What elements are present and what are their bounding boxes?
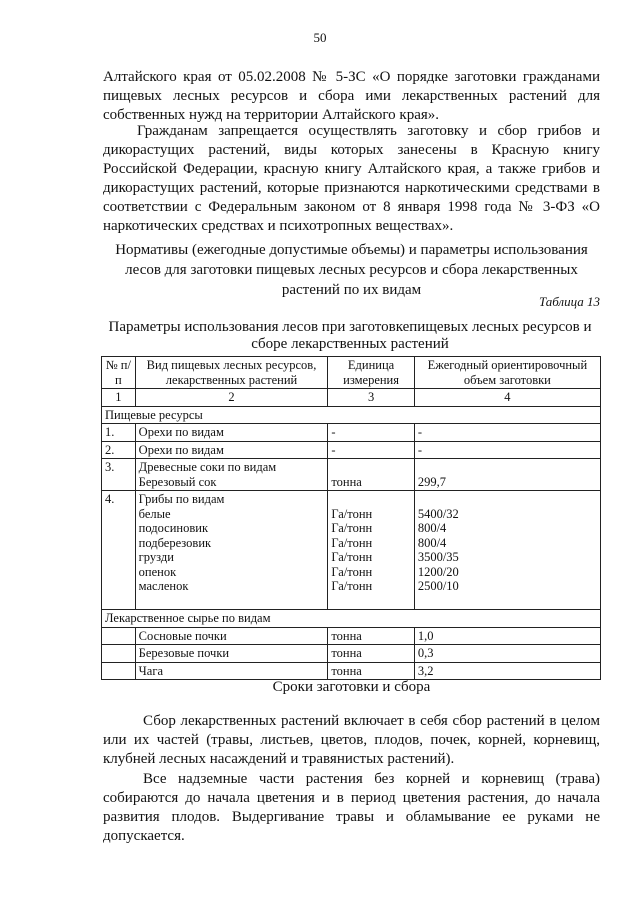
table-row — [102, 459, 601, 491]
row-number: 4. — [102, 491, 136, 610]
table-row — [102, 491, 601, 610]
row-volume — [414, 459, 600, 491]
row-unit: тонна — [328, 662, 414, 680]
heading-norms: Нормативы (ежегодные допустимые объемы) и параметры использования лесов для заготовки пищевых лесных ресурсов и сбора лекарственных растений по их видам — [115, 242, 588, 298]
mushroom-volume: 3500/35 — [417, 550, 459, 564]
row-resource-name: Орехи по видам — [135, 424, 328, 442]
mushroom-name: опенок — [138, 564, 177, 579]
row-number — [102, 645, 136, 663]
row-resource-name — [135, 459, 328, 491]
row-volume: 0,3 — [414, 645, 600, 663]
mushroom-name: грузди — [138, 550, 174, 564]
mushroom-volume: 800/4 — [417, 521, 447, 535]
row-unit — [328, 459, 414, 491]
header-resource-type: Вид пищевых лесных ресурсов, лекарственных растений — [135, 357, 328, 389]
row-resource-name: Чага — [135, 662, 328, 680]
mushroom-name: масленок — [138, 579, 189, 593]
mushroom-name: подосиновик — [138, 521, 209, 535]
mushroom-unit: Га/тонн — [331, 550, 373, 564]
row-volume: - — [414, 441, 600, 459]
row-volume: - — [414, 424, 600, 442]
row-group-title: Грибы по видам — [138, 492, 225, 506]
mushroom-volume: 2500/10 — [417, 579, 459, 593]
mushroom-unit: Га/тонн — [331, 535, 373, 550]
heading-terms: Сроки заготовки и сбора — [272, 679, 431, 695]
row-unit: - — [328, 441, 414, 459]
row-resource-name — [135, 491, 328, 610]
mushroom-volume: 800/4 — [417, 535, 447, 550]
header-volume: Ежегодный ориентировочный объем заготовки — [414, 357, 600, 389]
row-resource-name: Орехи по видам — [135, 441, 328, 459]
section-food-resources: Пищевые ресурсы — [102, 406, 601, 424]
mushroom-volume: 1200/20 — [417, 564, 459, 579]
table-caption: Параметры использования лесов при заготовкепищевых лесных ресурсов и сборе лекарственных растений — [108, 319, 592, 352]
mushroom-unit: Га/тонн — [331, 506, 373, 521]
table-row — [102, 424, 601, 442]
table-row — [102, 645, 601, 663]
paragraph-prohibition: Гражданам запрещается осуществлять заготовку и сбор грибов и дикорастущих растений, виды которых занесены в Красную книгу Российской Федерации, красную книгу Алтайского края, а также грибов и дикорастущих растений, которые признаются наркотическими средствами в соответствии с Федеральным законом от 8 января 1998 года № 3-ФЗ «О наркотических средствах и психотропных веществах». — [103, 123, 600, 234]
row-number: 1. — [102, 424, 136, 442]
mushroom-unit: Га/тонн — [331, 564, 373, 579]
table-header-row — [102, 357, 601, 389]
row-volume — [414, 491, 600, 610]
row-number: 2. — [102, 441, 136, 459]
row-group-title: Древесные соки по видам — [138, 460, 277, 474]
column-number-2: 2 — [135, 389, 328, 407]
mushroom-unit: Га/тонн — [331, 579, 373, 593]
row-item-unit: тонна — [331, 474, 362, 489]
header-unit: Единица измерения — [328, 357, 414, 389]
row-volume: 3,2 — [414, 662, 600, 680]
resources-table — [101, 356, 601, 680]
row-unit: - — [328, 424, 414, 442]
column-number-3: 3 — [328, 389, 414, 407]
section-medicinal-raw: Лекарственное сырье по видам — [102, 610, 601, 628]
table-section-row — [102, 406, 601, 424]
mushroom-name: подберезовик — [138, 535, 212, 550]
page-number: 50 — [313, 30, 327, 45]
table-row — [102, 627, 601, 645]
table-label: Таблица 13 — [538, 294, 600, 309]
row-unit: тонна — [328, 645, 414, 663]
mushroom-unit: Га/тонн — [331, 521, 373, 535]
column-number-1: 1 — [102, 389, 136, 407]
row-unit — [328, 491, 414, 610]
row-unit: тонна — [328, 627, 414, 645]
row-number — [102, 627, 136, 645]
table-column-numbers-row — [102, 389, 601, 407]
row-resource-name: Березовые почки — [135, 645, 328, 663]
row-number: 3. — [102, 459, 136, 491]
row-item-volume: 299,7 — [417, 474, 446, 489]
table-row — [102, 441, 601, 459]
row-volume: 1,0 — [414, 627, 600, 645]
mushroom-name: белые — [138, 506, 171, 521]
paragraph-collection-scope: Сбор лекарственных растений включает в себя сбор растений в целом или их частей (травы, листьев, цветов, плодов, почек, корней, корневищ, клубней лесных насаждений и травянистых растений). — [103, 713, 600, 767]
mushroom-volume: 5400/32 — [417, 506, 459, 521]
header-number: № п/п — [102, 357, 136, 389]
paragraph-above-ground-parts: Все надземные части растения без корней и корневищ (трава) собираются до начала цветения и в период цветения растения, до начала развития плодов. Выдергивание травы и обламывание ее руками не допускается. — [103, 771, 600, 844]
table-section-row — [102, 610, 601, 628]
row-item-name: Березовый сок — [138, 474, 217, 489]
column-number-4: 4 — [414, 389, 600, 407]
paragraph-law-reference: Алтайского края от 05.02.2008 № 5-ЗС «О порядке заготовки гражданами пищевых лесных ресурсов и сбора ими лекарственных растений для собственных нужд на территории Алтайского края». — [103, 69, 600, 123]
row-resource-name: Сосновые почки — [135, 627, 328, 645]
